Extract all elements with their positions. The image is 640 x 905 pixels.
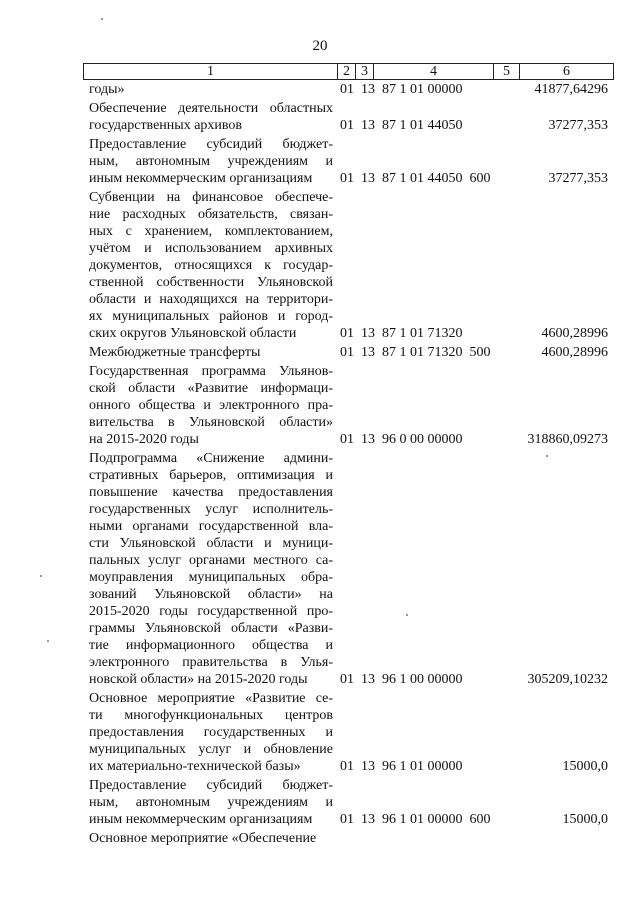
row-name-line: ственной собственности Ульяновской <box>89 275 333 290</box>
row-name <box>89 81 333 98</box>
row-name <box>89 777 333 828</box>
row-amount: 15000,0 <box>562 812 608 827</box>
row-name-line: сти Ульяновской области и муници- <box>89 536 333 551</box>
row-amount: 318860,09273 <box>527 432 608 447</box>
row-name-line: стративных барьеров, оптимизация и <box>89 468 333 483</box>
row-name-line: муниципальных услуг и обновление <box>89 742 333 757</box>
table-header <box>83 63 614 80</box>
row-name-line: Предоставление субсидий бюджет- <box>89 137 333 152</box>
row-name-line: повышение качества предоставления <box>89 485 333 500</box>
row-amount: 15000,0 <box>562 759 608 774</box>
row-name-line: ным, автономным учреждениям и <box>89 795 333 810</box>
row-name-line: электронного правительства в Улья- <box>89 655 333 670</box>
row-name-line: государственных услуг исполнитель- <box>89 502 333 517</box>
row-name-line: пальных услуг органами местного са- <box>89 553 333 568</box>
header-col-5: 5 <box>494 64 520 79</box>
header-col-1: 1 <box>84 64 338 79</box>
row-name-line: зований Ульяновской области» на <box>89 587 333 602</box>
row-name <box>89 830 333 847</box>
row-code: 01 13 96 1 01 00000 600 <box>340 812 491 827</box>
row-name-line: 2015-2020 годы государственной про- <box>89 604 333 619</box>
row-name-line: государственных архивов <box>89 118 243 133</box>
row-name-line: ным, автономным учреждениям и <box>89 154 333 169</box>
row-name-line: ских округов Ульяновской области <box>89 326 297 341</box>
row-name-line: вительства в Ульяновской области» <box>89 415 333 430</box>
row-name-line: Межбюджетные трансферты <box>89 345 261 360</box>
row-code: 01 13 87 1 01 71320 <box>340 326 463 341</box>
row-name-line: их материально-технической базы» <box>89 759 301 774</box>
row-name <box>89 363 333 448</box>
row-name-line: Подпрограмма «Снижение админи- <box>89 451 333 466</box>
row-name-line: иным некоммерческим организациям <box>89 171 313 186</box>
row-code: 01 13 96 0 00 00000 <box>340 432 463 447</box>
row-code: 01 13 87 1 01 00000 <box>340 82 463 97</box>
row-code: 01 13 96 1 00 00000 <box>340 672 463 687</box>
row-amount: 4600,28996 <box>541 326 608 341</box>
row-name-line: Предоставление субсидий бюджет- <box>89 778 333 793</box>
row-name-line: учётом и использованием архивных <box>89 241 333 256</box>
scan-speck <box>47 640 49 642</box>
row-name-line: моуправления муниципальных обра- <box>89 570 333 585</box>
row-name-line: ти многофункциональных центров <box>89 708 333 723</box>
row-name-line: Основное мероприятие «Обеспечение <box>89 831 317 846</box>
row-code: 01 13 87 1 01 44050 600 <box>340 171 491 186</box>
row-amount: 41877,64296 <box>534 82 608 97</box>
row-name-line: ях муниципальных районов и город- <box>89 309 333 324</box>
row-name-line: тие информационного общества и <box>89 638 333 653</box>
scan-speck <box>101 18 103 20</box>
row-name-line: новской области» на 2015-2020 годы <box>89 672 308 687</box>
row-name-line: Субвенции на финансовое обеспече- <box>89 190 333 205</box>
row-name-line: ными органами государственной вла- <box>89 519 333 534</box>
row-name-line: Государственная программа Ульянов- <box>89 364 333 379</box>
row-name-line: Обеспечение деятельности областных <box>89 101 333 116</box>
row-name <box>89 690 333 775</box>
row-amount: 37277,353 <box>548 118 608 133</box>
row-code: 01 13 87 1 01 44050 <box>340 118 463 133</box>
row-name-line: документов, относящихся к государ- <box>89 258 333 273</box>
row-amount: 305209,10232 <box>527 672 608 687</box>
header-col-3: 3 <box>356 64 374 79</box>
row-name-line: онного общества и электронного пра- <box>89 398 333 413</box>
scan-speck <box>40 575 42 577</box>
row-name <box>89 136 333 187</box>
row-name <box>89 344 333 361</box>
row-code: 01 13 96 1 01 00000 <box>340 759 463 774</box>
row-name-line: граммы Ульяновской области «Разви- <box>89 621 333 636</box>
row-name-line: Основное мероприятие «Развитие се- <box>89 691 333 706</box>
row-name <box>89 450 333 688</box>
header-col-6: 6 <box>563 64 570 79</box>
row-name-line: ние расходных обязательств, связан- <box>89 207 333 222</box>
row-amount: 37277,353 <box>548 171 608 186</box>
row-name-line: иным некоммерческим организациям <box>89 812 313 827</box>
scan-speck <box>546 455 548 457</box>
row-name-line: ской области «Развитие информаци- <box>89 381 333 396</box>
row-name <box>89 100 333 134</box>
row-name-line: годы» <box>89 82 125 97</box>
row-name-line: ных с хранением, комплектованием, <box>89 224 333 239</box>
row-code: 01 13 87 1 01 71320 500 <box>340 345 491 360</box>
row-name-line: предоставления государственных и <box>89 725 333 740</box>
page-number: 20 <box>312 38 328 54</box>
row-amount: 4600,28996 <box>541 345 608 360</box>
header-col-2: 2 <box>338 64 356 79</box>
row-name-line: на 2015-2020 годы <box>89 432 199 447</box>
row-name <box>89 189 333 342</box>
scan-speck <box>406 614 408 616</box>
header-col-4: 4 <box>374 64 494 79</box>
row-name-line: области и находящихся на территори- <box>89 292 333 307</box>
